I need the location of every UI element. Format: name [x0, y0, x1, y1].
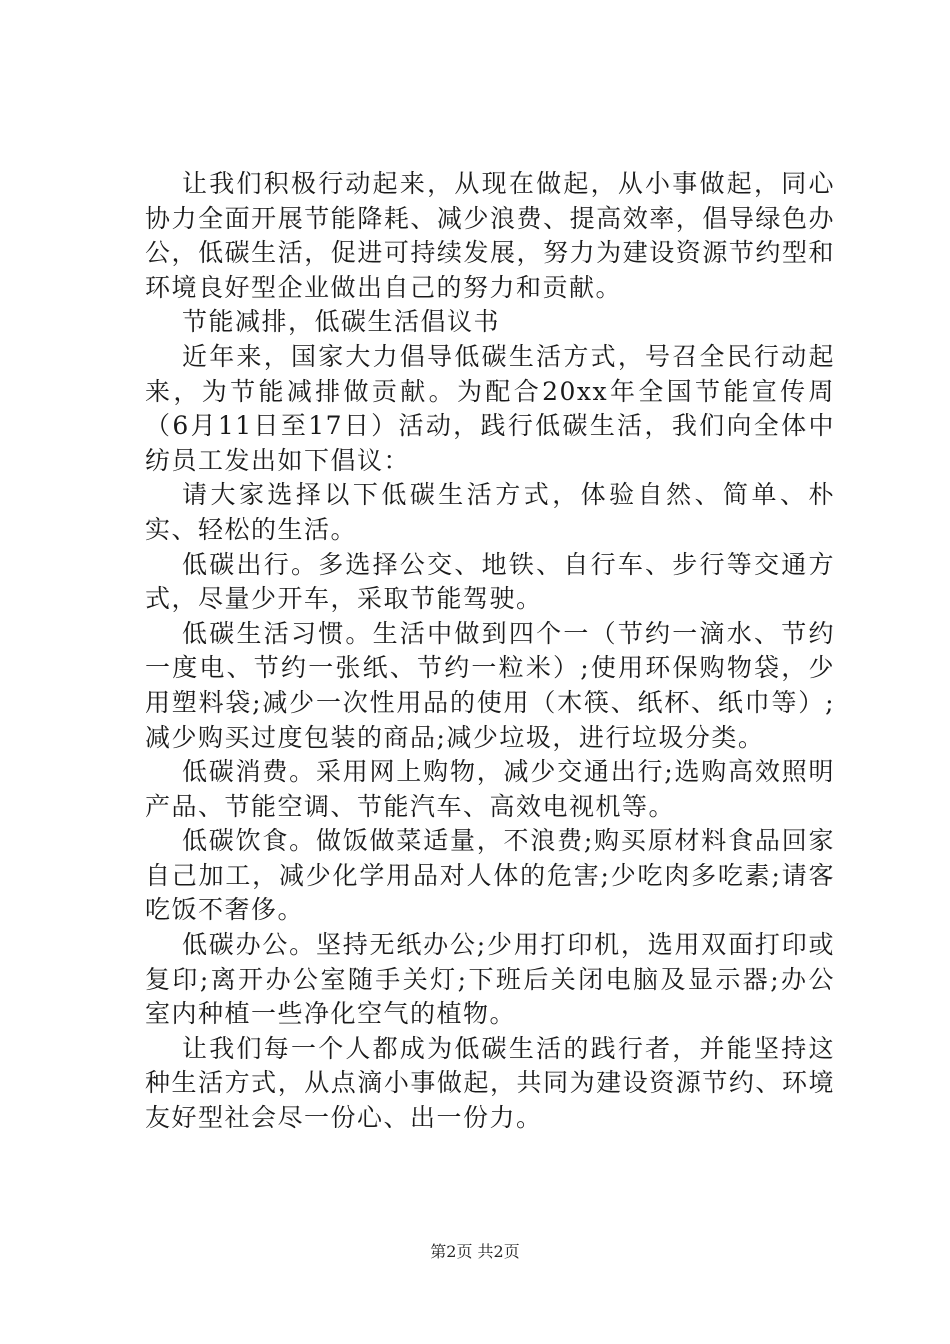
- paragraph-closing-call: 让我们积极行动起来，从现在做起，从小事做起，同心协力全面开展节能降耗、减少浪费、提高效率，倡导绿色办公，低碳生活，促进可持续发展，努力为建设资源节约型和环境良好型企业做出自己的努力和贡献。: [145, 169, 835, 302]
- paragraph-low-carbon-travel: 低碳出行。多选择公交、地铁、自行车、步行等交通方式，尽量少开车，采取节能驾驶。: [145, 549, 835, 614]
- paragraph-heading: 节能减排，低碳生活倡议书: [182, 307, 501, 337]
- page-footer: [0, 1242, 950, 1262]
- paragraph-low-carbon-habits: 低碳生活习惯。生活中做到四个一（节约一滴水、节约一度电、节约一张纸、节约一粒米）;使用环保购物袋，少用塑料袋;减少一次性用品的使用（木筷、纸杯、纸巾等）;减少购买过度包装的商品;减少垃圾，进行垃圾分类。: [145, 618, 835, 752]
- page-number-label: 第2页 共2页: [430, 1242, 520, 1261]
- paragraph-choose-lifestyle: 请大家选择以下低碳生活方式，体验自然、简单、朴实、轻松的生活。: [145, 480, 835, 544]
- paragraph-low-carbon-consumption: 低碳消费。采用网上购物，减少交通出行;选购高效照明产品、节能空调、节能汽车、高效电视机等。: [145, 757, 835, 821]
- paragraph-low-carbon-diet: 低碳饮食。做饭做菜适量，不浪费;购买原材料食品回家自己加工，减少化学用品对人体的危害;少吃肉多吃素;请客吃饭不奢侈。: [145, 826, 835, 925]
- paragraph-conclusion: 让我们每一个人都成为低碳生活的践行者，并能坚持这种生活方式，从点滴小事做起，共同为建设资源节约、环境友好型社会尽一份心、出一份力。: [145, 1033, 835, 1133]
- paragraph-low-carbon-office: 低碳办公。坚持无纸办公;少用打印机，选用双面打印或复印;离开办公室随手关灯;下班后关闭电脑及显示器;办公室内种植一些净化空气的植物。: [145, 930, 835, 1029]
- document-body: [145, 167, 835, 1136]
- paragraph-intro: 近年来，国家大力倡导低碳生活方式，号召全民行动起来，为节能减排做贡献。为配合20xx年全国节能宣传周（6月11日至17日）活动，践行低碳生活，我们向全体中纺员工发出如下倡议：: [145, 341, 835, 475]
